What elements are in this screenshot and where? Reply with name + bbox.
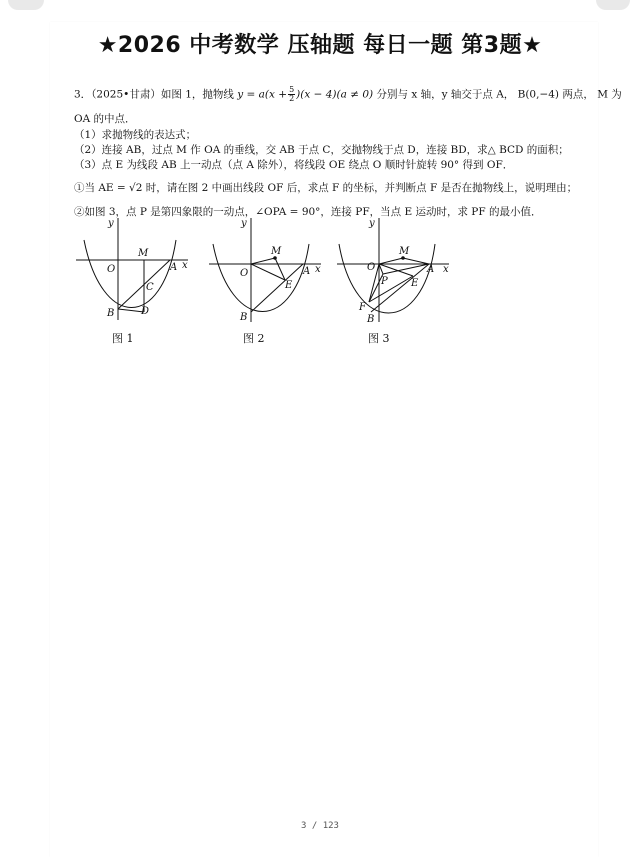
parabola: [213, 244, 309, 312]
top-bar: [0, 0, 640, 20]
label-e: E: [285, 280, 293, 291]
question-3-part-2: ②如图 3，点 P 是第四象限的一动点，∠OPA = 90°，连接 PF，当点 E 运动时，求 PF 的最小值．: [74, 206, 542, 218]
question-1: （1）求抛物线的表达式；: [74, 129, 197, 141]
figure-1-caption: 图 1: [112, 332, 134, 345]
problem-line-1: [74, 86, 622, 103]
fraction-numerator: 5: [289, 85, 295, 94]
label-m: M: [138, 248, 149, 259]
problem-source: （2025•甘肃）: [91, 88, 161, 101]
page-title: ★2026 中考数学 压轴题 每日一题 第3题★: [97, 33, 543, 58]
segment-me: [275, 258, 285, 280]
label-m: M: [271, 246, 282, 257]
label-b: B: [367, 314, 375, 325]
label-y: y: [369, 218, 375, 229]
question-3: （3）点 E 为线段 AB 上一动点（点 A 除外），将线段 OE 绕点 O 顺时针旋转 90° 得到 OF．: [74, 159, 514, 171]
figure-2-caption: 图 2: [243, 332, 265, 345]
problem-intro-b: 分别与 x 轴，y 轴交于点 A， B(0,−4) 两点， M 为: [376, 88, 622, 101]
label-a: A: [427, 264, 435, 275]
label-b: B: [240, 312, 248, 323]
question-3-part-1: ①当 AE = √2 时，请在图 2 中画出线段 OF 后，求点 F 的坐标，并判断点 F 是否在抛物线上，说明理由；: [74, 182, 578, 194]
label-o: O: [240, 268, 249, 279]
label-f: F: [359, 302, 366, 313]
fraction: [288, 86, 295, 103]
label-x: x: [443, 264, 449, 275]
segment-om: [251, 258, 275, 264]
problem-intro: 如图 1，抛物线: [160, 88, 234, 101]
problem-line-2: OA 的中点．: [74, 113, 136, 125]
figure-3: [333, 212, 453, 327]
label-m: M: [399, 246, 410, 257]
label-y: y: [241, 218, 247, 229]
equation-part-a: y = a(x +: [237, 88, 288, 101]
segment-om: [379, 258, 403, 264]
label-o: O: [367, 262, 376, 273]
label-a: A: [303, 266, 311, 277]
segment-oe: [251, 264, 285, 280]
label-e: E: [411, 278, 419, 289]
label-d: D: [141, 306, 150, 317]
label-p: P: [381, 276, 388, 287]
figure-2: [205, 212, 325, 327]
menu-button[interactable]: [8, 0, 44, 10]
label-a: A: [170, 262, 178, 273]
segment-ma: [403, 258, 429, 264]
label-b: B: [107, 308, 115, 319]
label-x: x: [182, 260, 188, 271]
label-o: O: [107, 264, 116, 275]
segment-pa: [383, 264, 429, 274]
label-x: x: [315, 264, 321, 275]
fraction-denominator: 2: [289, 94, 295, 103]
equation-part-b: )(x − 4)(a ≠ 0): [296, 88, 374, 101]
page-indicator: 3 / 123: [301, 821, 339, 831]
label-c: C: [146, 282, 154, 293]
question-2: （2）连接 AB，过点 M 作 OA 的垂线，交 AB 于点 C，交抛物线于点 D，连接 BD，求△ BCD 的面积；: [74, 144, 569, 156]
figure-3-caption: 图 3: [368, 332, 390, 345]
problem-number: 3．: [74, 88, 92, 101]
figure-1: [72, 212, 192, 327]
more-options-button[interactable]: [596, 0, 630, 10]
label-y: y: [108, 218, 114, 229]
